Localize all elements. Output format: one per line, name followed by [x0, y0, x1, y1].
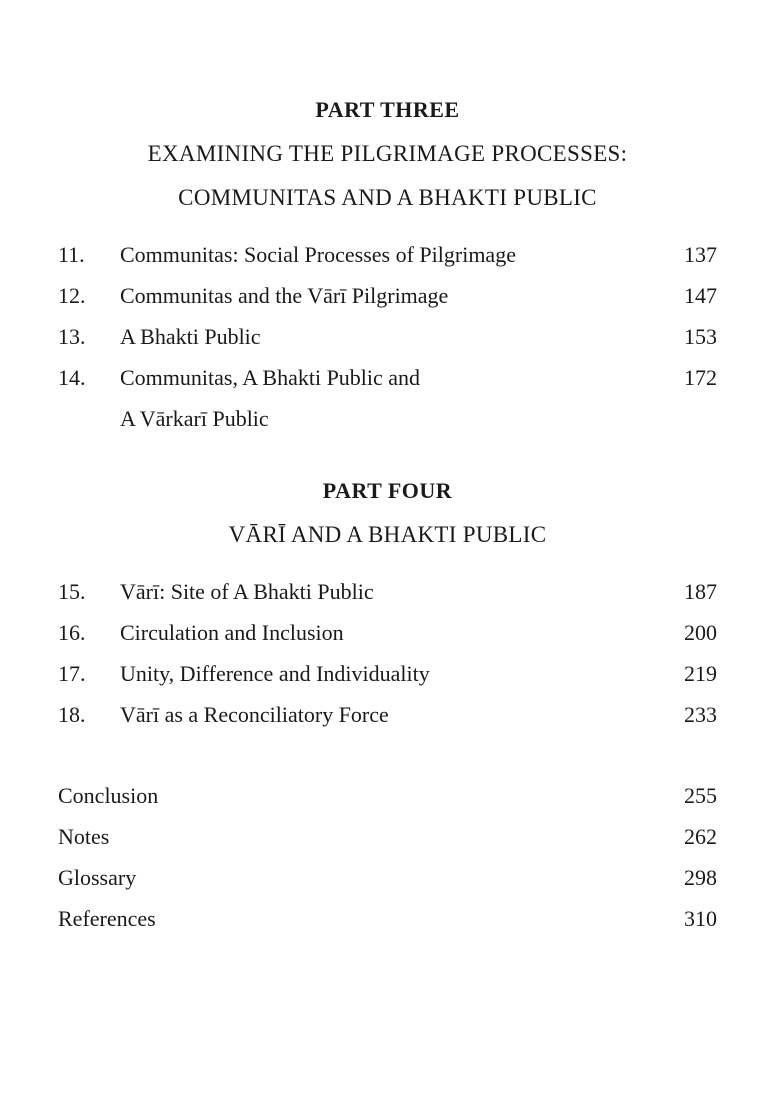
- toc-entry: [58, 653, 717, 694]
- part-heading-block: [58, 469, 717, 557]
- back-matter-entry: [58, 898, 717, 939]
- toc-entry: [58, 316, 717, 357]
- back-matter: [58, 775, 717, 939]
- toc-entry: [58, 357, 717, 439]
- back-title: Notes: [58, 824, 110, 849]
- toc-entry: [58, 694, 717, 735]
- entry-number: 16.: [58, 620, 86, 645]
- toc-entry: [58, 275, 717, 316]
- part-title-line: VĀRĪ AND A BHAKTI PUBLIC: [228, 522, 547, 547]
- entry-page: 233: [684, 702, 717, 727]
- entry-title: [120, 234, 657, 275]
- entry-page: 137: [684, 242, 717, 267]
- entry-title: [120, 357, 657, 439]
- entry-number: 11.: [58, 242, 85, 267]
- back-matter-entry: [58, 775, 717, 816]
- part-title-line: COMMUNITAS AND A BHAKTI PUBLIC: [178, 185, 597, 210]
- toc-entry: [58, 612, 717, 653]
- toc-section: [58, 88, 717, 439]
- entry-title-line: Communitas: Social Processes of Pilgrimage: [120, 242, 516, 267]
- entry-number: 13.: [58, 324, 86, 349]
- part-title: [58, 132, 717, 220]
- entry-title: [120, 571, 657, 612]
- entry-page: 147: [684, 283, 717, 308]
- entry-title-line: Unity, Difference and Individuality: [120, 661, 430, 686]
- entry-number: 14.: [58, 365, 86, 390]
- back-title: References: [58, 906, 156, 931]
- part-heading-block: [58, 88, 717, 220]
- entry-number: 15.: [58, 579, 86, 604]
- entry-title: [120, 275, 657, 316]
- entry-title-line: Vārī: Site of A Bhakti Public: [120, 579, 374, 604]
- entry-title-line: A Vārkarī Public: [120, 406, 269, 431]
- entry-title-line: Vārī as a Reconciliatory Force: [120, 702, 389, 727]
- entry-title-line: Communitas and the Vārī Pilgrimage: [120, 283, 449, 308]
- back-page: 255: [684, 783, 717, 808]
- entry-title-line: Communitas, A Bhakti Public and: [120, 365, 421, 390]
- toc-entry: [58, 571, 717, 612]
- back-title: Conclusion: [58, 783, 159, 808]
- entries: [58, 234, 717, 439]
- toc-section: [58, 469, 717, 735]
- part-label: PART FOUR: [322, 478, 453, 503]
- back-matter-entry: [58, 816, 717, 857]
- entry-title: [120, 316, 657, 357]
- entry-number: 12.: [58, 283, 86, 308]
- part-label: PART THREE: [315, 97, 460, 122]
- back-matter-entry: [58, 857, 717, 898]
- entry-page: 153: [684, 324, 717, 349]
- entry-number: 18.: [58, 702, 86, 727]
- entry-page: 200: [684, 620, 717, 645]
- entry-title-line: A Bhakti Public: [120, 324, 261, 349]
- back-page: 262: [684, 824, 717, 849]
- part-title: [58, 513, 717, 557]
- entry-page: 172: [684, 365, 717, 390]
- part-title-line: EXAMINING THE PILGRIMAGE PROCESSES:: [147, 141, 628, 166]
- toc-sections: [58, 88, 717, 735]
- entry-title: [120, 694, 657, 735]
- toc-entry: [58, 234, 717, 275]
- entries: [58, 571, 717, 735]
- entry-page: 219: [684, 661, 717, 686]
- entry-title: [120, 653, 657, 694]
- entry-title-line: Circulation and Inclusion: [120, 620, 344, 645]
- entry-page: 187: [684, 579, 717, 604]
- back-page: 298: [684, 865, 717, 890]
- entry-title: [120, 612, 657, 653]
- back-page: 310: [684, 906, 717, 931]
- entry-number: 17.: [58, 661, 86, 686]
- back-title: Glossary: [58, 865, 137, 890]
